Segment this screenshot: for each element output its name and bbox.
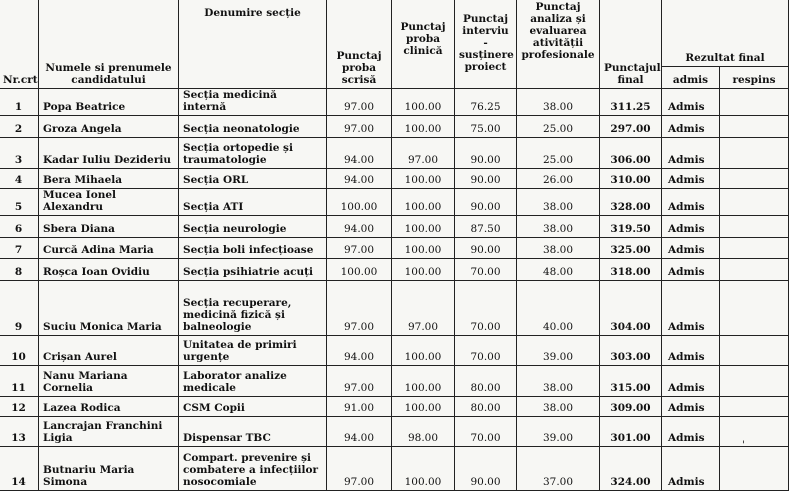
cell-interview: 70.00 [455, 417, 517, 447]
cell-nr: 1 [0, 89, 39, 116]
cell-analysis: 40.00 [517, 281, 600, 336]
cell-final: 319.50 [600, 216, 662, 238]
table-row [0, 116, 789, 138]
cell-admis: Admis [662, 216, 720, 238]
cell-admis: Admis [662, 366, 720, 397]
table-row [0, 447, 789, 491]
cell-name: Sbera Diana [39, 216, 179, 238]
cell-final: 328.00 [600, 189, 662, 216]
cell-nr: 8 [0, 259, 39, 281]
cell-respins [720, 366, 789, 397]
cell-interview: 76.25 [455, 89, 517, 116]
cell-interview: 80.00 [455, 366, 517, 397]
cell-section: Secția ortopedie și traumatologie [179, 138, 327, 169]
table-row [0, 216, 789, 238]
table-row [0, 366, 789, 397]
cell-written: 97.00 [327, 89, 392, 116]
cell-respins [720, 238, 789, 259]
cell-analysis: 38.00 [517, 216, 600, 238]
cell-written: 97.00 [327, 447, 392, 491]
cell-written: 94.00 [327, 417, 392, 447]
cell-analysis: 39.00 [517, 417, 600, 447]
cell-interview: 70.00 [455, 281, 517, 336]
cell-respins [720, 216, 789, 238]
header-interview [455, 0, 517, 89]
cell-final: 324.00 [600, 447, 662, 491]
cell-final: 304.00 [600, 281, 662, 336]
cell-section: Secția boli infecțioase [179, 238, 327, 259]
cell-admis: Admis [662, 138, 720, 169]
cell-analysis: 48.00 [517, 259, 600, 281]
cell-clinical: 100.00 [392, 89, 455, 116]
header-section: Denumire secție [179, 0, 327, 89]
cell-admis: Admis [662, 336, 720, 366]
cell-nr: 14 [0, 447, 39, 491]
cell-analysis: 38.00 [517, 89, 600, 116]
cell-interview: 90.00 [455, 189, 517, 216]
cell-section: Secția recuperare, medicină fizică și balneologie [179, 281, 327, 336]
cell-written: 97.00 [327, 238, 392, 259]
cell-written: 100.00 [327, 259, 392, 281]
cell-name: Bera Mihaela [39, 169, 179, 189]
cell-analysis: 26.00 [517, 169, 600, 189]
cell-written: 97.00 [327, 116, 392, 138]
cell-respins [720, 281, 789, 336]
cell-respins [720, 336, 789, 366]
cell-written: 100.00 [327, 189, 392, 216]
cell-final: 318.00 [600, 259, 662, 281]
cell-respins [720, 169, 789, 189]
cell-nr: 13 [0, 417, 39, 447]
header-analysis: Punctaj analiza și evaluarea ativității profesionale [517, 0, 600, 89]
header-nr: Nr.crt [0, 0, 39, 89]
cell-section: Secția ORL [179, 169, 327, 189]
cell-section: Secția ATI [179, 189, 327, 216]
cell-admis: Admis [662, 417, 720, 447]
cell-name: Popa Beatrice [39, 89, 179, 116]
cell-analysis: 25.00 [517, 116, 600, 138]
cell-clinical: 100.00 [392, 238, 455, 259]
cell-final: 309.00 [600, 397, 662, 417]
cell-name: Curcă Adina Maria [39, 238, 179, 259]
header-interview-l1: Punctaj interviu [462, 13, 509, 37]
table-row [0, 281, 789, 336]
cell-written: 94.00 [327, 138, 392, 169]
table-row [0, 417, 789, 447]
cell-respins [720, 417, 789, 447]
cell-admis: Admis [662, 169, 720, 189]
table-row [0, 189, 789, 216]
header-respins: respins [720, 67, 789, 89]
cell-section: CSM Copii [179, 397, 327, 417]
cell-clinical: 100.00 [392, 189, 455, 216]
table-row [0, 169, 789, 189]
scan-mark: ' [742, 440, 745, 451]
cell-nr: 10 [0, 336, 39, 366]
cell-respins [720, 447, 789, 491]
cell-interview: 70.00 [455, 259, 517, 281]
cell-analysis: 38.00 [517, 366, 600, 397]
table-row [0, 238, 789, 259]
cell-name: Suciu Monica Maria [39, 281, 179, 336]
cell-name: Kadar Iuliu Dezideriu [39, 138, 179, 169]
cell-section: Secția neonatologie [179, 116, 327, 138]
cell-admis: Admis [662, 447, 720, 491]
cell-respins [720, 138, 789, 169]
cell-clinical: 100.00 [392, 216, 455, 238]
cell-analysis: 38.00 [517, 238, 600, 259]
cell-written: 94.00 [327, 336, 392, 366]
cell-section: Secția medicină internă [179, 89, 327, 116]
cell-name: Roșca Ioan Ovidiu [39, 259, 179, 281]
cell-interview: 90.00 [455, 169, 517, 189]
cell-name: Butnariu Maria Simona [39, 447, 179, 491]
cell-clinical: 97.00 [392, 138, 455, 169]
cell-interview: 87.50 [455, 216, 517, 238]
cell-clinical: 100.00 [392, 259, 455, 281]
cell-section: Secția psihiatrie acuți [179, 259, 327, 281]
cell-admis: Admis [662, 259, 720, 281]
cell-nr: 2 [0, 116, 39, 138]
cell-nr: 11 [0, 366, 39, 397]
cell-admis: Admis [662, 189, 720, 216]
header-written: Punctaj proba scrisă [327, 0, 392, 89]
cell-section: Unitatea de primiri urgențe [179, 336, 327, 366]
header-name: Numele si prenumele candidatului [39, 0, 179, 89]
header-admis: admis [662, 67, 720, 89]
cell-final: 311.25 [600, 89, 662, 116]
cell-name: Groza Angela [39, 116, 179, 138]
cell-clinical: 98.00 [392, 417, 455, 447]
cell-analysis: 37.00 [517, 447, 600, 491]
cell-respins [720, 259, 789, 281]
table-row [0, 336, 789, 366]
cell-final: 315.00 [600, 366, 662, 397]
cell-written: 97.00 [327, 366, 392, 397]
cell-admis: Admis [662, 397, 720, 417]
table-row [0, 138, 789, 169]
cell-interview: 90.00 [455, 138, 517, 169]
cell-admis: Admis [662, 281, 720, 336]
cell-final: 303.00 [600, 336, 662, 366]
cell-analysis: 25.00 [517, 138, 600, 169]
table-row [0, 259, 789, 281]
cell-respins [720, 89, 789, 116]
cell-section: Secția neurologie [179, 216, 327, 238]
cell-written: 94.00 [327, 169, 392, 189]
cell-clinical: 100.00 [392, 397, 455, 417]
header-final: Punctajul final [600, 0, 662, 89]
cell-respins [720, 397, 789, 417]
cell-interview: 90.00 [455, 238, 517, 259]
cell-analysis: 39.00 [517, 336, 600, 366]
cell-name: Lancrajan Franchini Ligia [39, 417, 179, 447]
header-interview-l2: - [483, 37, 488, 49]
cell-admis: Admis [662, 89, 720, 116]
cell-section: Compart. prevenire și combatere a infecțiilor nosocomiale [179, 447, 327, 491]
cell-name: Lazea Rodica [39, 397, 179, 417]
cell-analysis: 38.00 [517, 397, 600, 417]
cell-clinical: 100.00 [392, 447, 455, 491]
cell-admis: Admis [662, 116, 720, 138]
cell-section: Laborator analize medicale [179, 366, 327, 397]
cell-respins [720, 116, 789, 138]
cell-written: 97.00 [327, 281, 392, 336]
cell-clinical: 100.00 [392, 366, 455, 397]
cell-nr: 7 [0, 238, 39, 259]
cell-nr: 5 [0, 189, 39, 216]
cell-interview: 75.00 [455, 116, 517, 138]
cell-final: 325.00 [600, 238, 662, 259]
cell-clinical: 97.00 [392, 281, 455, 336]
cell-nr: 3 [0, 138, 39, 169]
cell-clinical: 100.00 [392, 169, 455, 189]
cell-clinical: 100.00 [392, 116, 455, 138]
cell-written: 91.00 [327, 397, 392, 417]
cell-final: 297.00 [600, 116, 662, 138]
cell-respins [720, 189, 789, 216]
cell-nr: 4 [0, 169, 39, 189]
cell-written: 94.00 [327, 216, 392, 238]
cell-final: 310.00 [600, 169, 662, 189]
cell-nr: 6 [0, 216, 39, 238]
cell-nr: 9 [0, 281, 39, 336]
header-result: Rezultat final [662, 0, 789, 67]
cell-name: Crișan Aurel [39, 336, 179, 366]
cell-nr: 12 [0, 397, 39, 417]
cell-analysis: 38.00 [517, 189, 600, 216]
table-body [0, 89, 789, 491]
table-row [0, 89, 789, 116]
cell-interview: 80.00 [455, 397, 517, 417]
table-row [0, 397, 789, 417]
cell-interview: 70.00 [455, 336, 517, 366]
cell-section: Dispensar TBC [179, 417, 327, 447]
cell-interview: 90.00 [455, 447, 517, 491]
header-interview-l3: susținere proiect [459, 49, 514, 73]
cell-admis: Admis [662, 238, 720, 259]
cell-final: 301.00 [600, 417, 662, 447]
cell-clinical: 100.00 [392, 336, 455, 366]
cell-name: Mucea Ionel Alexandru [39, 189, 179, 216]
cell-name: Nanu Mariana Cornelia [39, 366, 179, 397]
cell-final: 306.00 [600, 138, 662, 169]
header-clinical: Punctaj proba clinică [392, 0, 455, 89]
